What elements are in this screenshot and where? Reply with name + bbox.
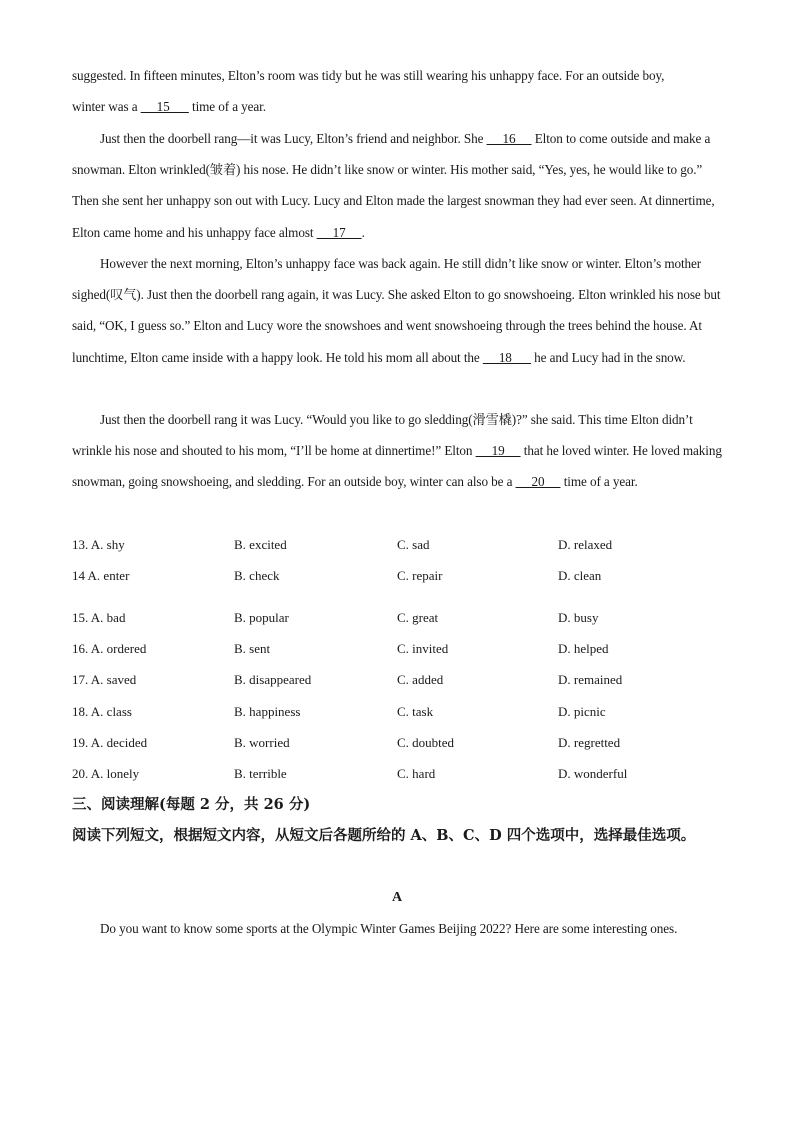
option-a: 18. A. class xyxy=(72,704,132,719)
option-c: C. added xyxy=(397,672,444,687)
option-b: B. disappeared xyxy=(234,672,312,687)
passage-line xyxy=(72,91,722,122)
passage-line: suggested. In fifteen minutes, Elton’s room was tidy but he was still wearing his unhappy face. For an outside boy, xyxy=(72,68,665,83)
option-c: C. great xyxy=(397,610,439,625)
option-a: 14 A. enter xyxy=(72,568,130,583)
passage-letter: A xyxy=(391,890,403,905)
passage-text: Just then the doorbell rang—it was Lucy, Elton’s friend and neighbor. She xyxy=(100,131,487,146)
option-a: 16. A. ordered xyxy=(72,641,147,656)
options-row-16 xyxy=(72,641,722,661)
options-row-17 xyxy=(72,672,722,692)
options-row-15 xyxy=(72,610,722,630)
blank-20: 20 xyxy=(515,474,561,490)
passage-paragraph-1 xyxy=(72,123,722,248)
option-a: 17. A. saved xyxy=(72,672,137,687)
blank-16: 16 xyxy=(486,131,532,146)
options-row-20 xyxy=(72,766,722,786)
options-row-19 xyxy=(72,735,722,755)
option-c: C. hard xyxy=(397,766,436,781)
option-a: 20. A. lonely xyxy=(72,766,140,781)
options-row-13 xyxy=(72,537,722,557)
passage-text: Just then the doorbell rang it was Lucy. “Would you like to go sledding(滑雪橇)?” she said. This time Elton didn’t wrinkle his nose and shouted to his mom, “I’ll be home at dinnertime!” Elton xyxy=(72,412,693,459)
option-d: D. remained xyxy=(558,672,623,687)
passage-paragraph-3 xyxy=(72,404,722,498)
option-c: C. doubted xyxy=(397,735,455,750)
blank-19: 19 xyxy=(475,443,521,459)
option-c: C. invited xyxy=(397,641,449,656)
passage-text: time of a year. xyxy=(560,474,638,490)
blank-15: 15 xyxy=(140,99,189,115)
option-b: B. happiness xyxy=(234,704,301,719)
passage-text: However the next morning, Elton’s unhappy face was back again. He still didn’t like snow or winter. Elton’s mother sighed(叹气). Just then the doorbell rang again, it was Lucy. She asked Elton to go snowshoeing. Elton wrinkled his nose but said, “OK, I guess so.” Elton and Lucy wore the snowshoes and went snowshoeing through the trees behind the house. At lunchtime, Elton came inside with a happy look. He told his mom all about the xyxy=(72,256,721,365)
blank-17: 17 xyxy=(316,224,362,240)
passage-text: Elton to come outside and make a snowman. Elton wrinkled(皱着) his nose. He didn’t like snow or winter. His mother said, “Yes, yes, he would like to go.” Then she sent her unhappy son out with Lucy. Lucy and Elton made the largest snowman they had ever seen. At dinnertime, Elton came home and his unhappy face almost xyxy=(72,131,715,240)
option-b: B. sent xyxy=(234,641,271,656)
options-row-14 xyxy=(72,568,722,588)
option-c: C. task xyxy=(397,704,434,719)
passage-text-block xyxy=(72,404,722,498)
option-b: B. worried xyxy=(234,735,290,750)
passage-paragraph-0 xyxy=(72,60,722,122)
option-a: 15. A. bad xyxy=(72,610,126,625)
option-c: C. sad xyxy=(397,537,430,552)
option-d: D. wonderful xyxy=(558,766,628,781)
option-b: B. terrible xyxy=(234,766,287,781)
section-instruction: 阅读下列短文，根据短文内容，从短文后各题所给的 A、B、C、D 四个选项中，选择最佳选项。 xyxy=(72,827,696,844)
options-row-18 xyxy=(72,704,722,724)
option-d: D. helped xyxy=(558,641,609,656)
option-d: D. relaxed xyxy=(558,537,613,552)
blank-18: 18 xyxy=(482,349,531,365)
passage-text: that he loved winter. He loved making snowman, going snowshoeing, and sledding. For an outside boy, winter can also be a xyxy=(72,443,722,490)
passage-text-block: Do you want to know some sports at the Olympic Winter Games Beijing 2022? Here are some interesting ones. xyxy=(100,921,678,936)
option-c: C. repair xyxy=(397,568,443,583)
passage-text-block xyxy=(72,123,722,248)
option-b: B. check xyxy=(234,568,280,583)
passage-text: winter was a xyxy=(72,99,141,115)
option-b: B. excited xyxy=(234,537,287,552)
passage-text: time of a year. xyxy=(188,99,266,115)
passage-a-intro xyxy=(72,913,722,944)
option-d: D. regretted xyxy=(558,735,621,750)
option-a: 19. A. decided xyxy=(72,735,148,750)
option-d: D. picnic xyxy=(558,704,606,719)
passage-text-block xyxy=(72,248,722,373)
passage-text: he and Lucy had in the snow. xyxy=(530,349,686,365)
option-a: 13. A. shy xyxy=(72,537,125,552)
option-d: D. busy xyxy=(558,610,599,625)
passage-text: . xyxy=(361,224,365,240)
option-b: B. popular xyxy=(234,610,289,625)
option-d: D. clean xyxy=(558,568,602,583)
passage-paragraph-2 xyxy=(72,248,722,373)
section-title: 三、阅读理解(每题 2 分，共 26 分) xyxy=(72,796,311,813)
